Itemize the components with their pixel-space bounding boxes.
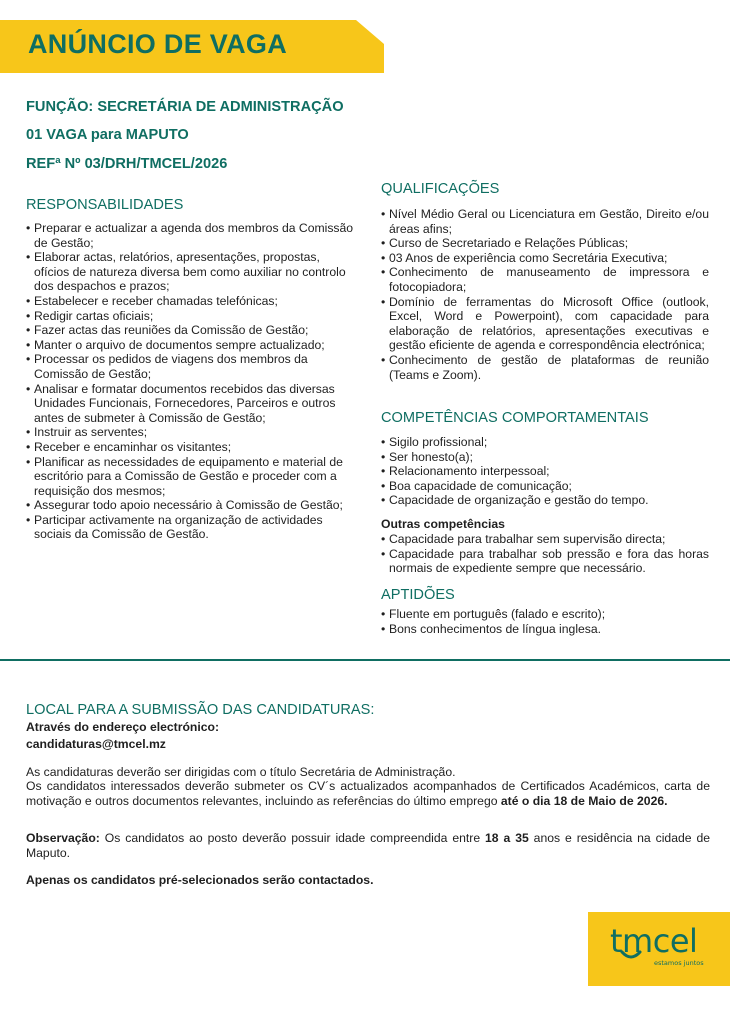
submission-documents [26,779,710,808]
section-divider [0,659,730,661]
qualification-item: • Domínio de ferramentas do Microsoft Office (outlook, Excel, Word e Powerpoint), com capacidade para elaboração de relatórios, apresentações executivas e gestão eficiente de agenda e correspondência electrónica; [381,295,709,353]
qualification-item: • Nível Médio Geral ou Licenciatura em Gestão, Direito e/ou áreas afins; [381,207,709,236]
responsibility-item: • Receber e encaminhar os visitantes; [26,440,354,455]
competency-item: • Sigilo profissional; [381,435,709,450]
logo-wordmark: tmcel [610,922,698,960]
logo-tagline: estamos juntos [654,959,704,967]
age-range: 18 a 35 [485,831,529,845]
job-function: FUNÇÃO: SECRETÁRIA DE ADMINISTRAÇÃO [26,99,344,115]
submission-via-label: Através do endereço electrónico: [26,720,220,734]
final-note: Apenas os candidatos pré-selecionados serão contactados. [26,873,374,887]
qualification-item: • Conhecimento de gestão de plataformas de reunião (Teams e Zoom). [381,353,709,382]
qualification-item: • Curso de Secretariado e Relações Públicas; [381,236,709,251]
job-reference: REFª Nº 03/DRH/TMCEL/2026 [26,156,228,172]
email-link[interactable]: candidaturas@tmcel.mz [26,737,166,751]
skills-title: APTIDÕES [381,587,455,603]
skill-item: • Bons conhecimentos de língua inglesa. [381,622,709,637]
responsibilities-title: RESPONSABILIDADES [26,197,184,213]
qualification-item: • Conhecimento de manuseamento de impressora e fotocopiadora; [381,265,709,294]
observation [26,831,710,860]
other-competency-item: • Capacidade para trabalhar sem supervisão directa; [381,532,709,547]
competency-item: • Ser honesto(a); [381,450,709,465]
responsibility-item: • Assegurar todo apoio necessário à Comissão de Gestão; [26,498,354,513]
responsibility-item: • Redigir cartas oficiais; [26,309,354,324]
competencies-list [381,435,709,508]
responsibilities-list [26,221,354,542]
observation-text-b: anos e residência na cidade de Maputo. [26,831,711,860]
qualifications-title: QUALIFICAÇÕES [381,181,500,197]
competencies-title: COMPETÊNCIAS COMPORTAMENTAIS [381,410,649,426]
qualifications-list [381,207,709,382]
responsibility-item: • Estabelecer e receber chamadas telefónicas; [26,294,354,309]
deadline: até o dia 18 de Maio de 2026. [500,793,668,808]
responsibility-item: • Processar os pedidos de viagens dos membros da Comissão de Gestão; [26,352,354,381]
submission-title-instruction: As candidaturas deverão ser dirigidas com o título Secretária de Administração. [26,765,456,779]
submission-email[interactable] [26,737,710,752]
submission-title: LOCAL PARA A SUBMISSÃO DAS CANDIDATURAS: [26,702,375,718]
documents-text: Os candidatos interessados deverão submeter os CV´s actualizados acompanhados de Certificados Académicos, carta de motivação e outros documentos relevantes, incluindo as referências do último emprego [26,779,710,808]
competency-item: • Relacionamento interpessoal; [381,464,709,479]
competency-item: • Boa capacidade de comunicação; [381,479,709,494]
responsibility-item: • Participar activamente na organização de actividades sociais da Comissão de Gestão. [26,513,354,542]
responsibility-item: • Elaborar actas, relatórios, apresentações, propostas, ofícios de natureza diversa bem como auxiliar no controlo dos despachos e prazos; [26,250,354,294]
qualification-item: • 03 Anos de experiência como Secretária Executiva; [381,251,709,266]
competency-item: • Capacidade de organização e gestão do tempo. [381,493,709,508]
observation-text-a: Os candidatos ao posto deverão possuir idade compreendida entre [99,831,486,845]
responsibility-item: • Analisar e formatar documentos recebidos das diversas Unidades Funcionais, Fornecedores, Parceiros e outros antes de submeter à Comissão de Gestão; [26,382,354,426]
tmcel-logo [588,912,730,986]
other-competencies-list [381,532,709,576]
responsibility-item: • Fazer actas das reuniões da Comissão de Gestão; [26,323,354,338]
job-vacancies: 01 VAGA para MAPUTO [26,127,189,143]
responsibility-item: • Manter o arquivo de documentos sempre actualizado; [26,338,354,353]
other-competencies-title: Outras competências [381,517,505,531]
skills-list [381,607,709,636]
other-competency-item: • Capacidade para trabalhar sob pressão e fora das horas normais de expediente sempre que necessário. [381,547,709,576]
smile-icon [620,950,642,960]
responsibility-item: • Planificar as necessidades de equipamento e material de escritório para a Comissão de Gestão e proceder com a requisição dos mesmos; [26,455,354,499]
responsibility-item: • Instruir as serventes; [26,425,354,440]
responsibility-item: • Preparar e actualizar a agenda dos membros da Comissão de Gestão; [26,221,354,250]
observation-label: Observação: [26,831,100,845]
skill-item: • Fluente em português (falado e escrito); [381,607,709,622]
page-title: ANÚNCIO DE VAGA [28,29,288,59]
